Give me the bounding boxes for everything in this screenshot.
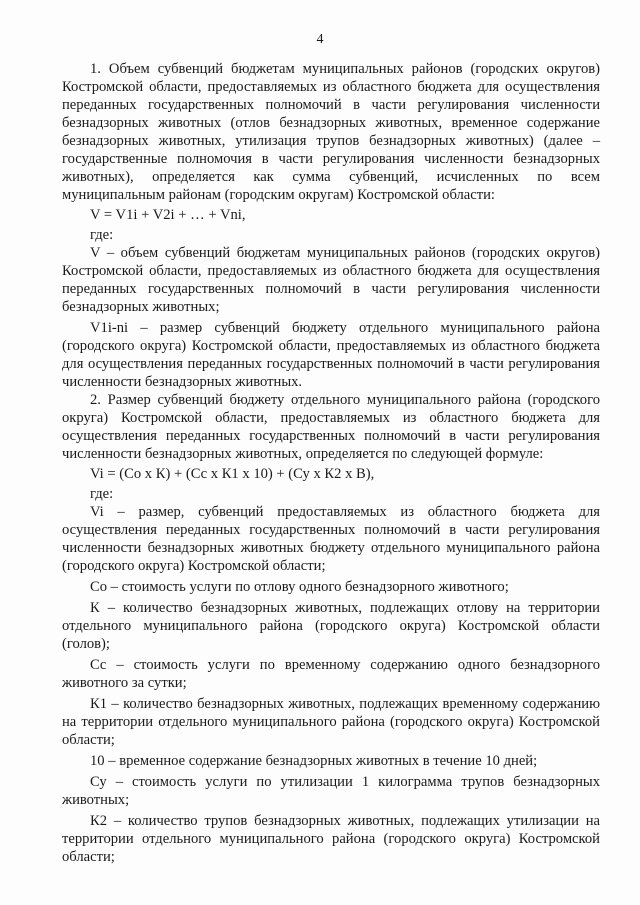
definition-cc: Сс – стоимость услуги по временному содержанию одного безнадзорного животного за сутки; <box>62 657 600 691</box>
document-body <box>62 60 600 866</box>
where-label-1: где: <box>90 227 114 243</box>
definition-k: К – количество безнадзорных животных, подлежащих отлову на территории отдельного муниципального района (городского округа) Костромской области (голов); <box>62 600 600 652</box>
definition-cy: Су – стоимость услуги по утилизации 1 килограмма трупов безнадзорных животных; <box>62 774 600 808</box>
formula-vi: Vi = (Со х К) + (Сс х К1 х 10) + (Су х К2 х В), <box>90 466 375 482</box>
definition-v: V – объем субвенций бюджетам муниципальных районов (городских округов) Костромской области, предоставляемых из областного бюджета для осуществления переданных государственных полномочий в части регулирования численности безнадзорных животных; <box>62 245 600 315</box>
paragraph-1: 1. Объем субвенций бюджетам муниципальных районов (городских округов) Костромской области, предоставляемых из областного бюджета для осуществления переданных государственных полномочий в части регулирования численности безнадзорных животных (отлов безнадзорных животных, временное содержание безнадзорных животных, утилизация трупов безнадзорных животных) (далее – государственные полномочия в части регулирования численности безнадзорных животных), определяется как сумма субвенций, исчисленных по всем муниципальным районам (городским округам) Костромской области: <box>62 61 600 203</box>
definition-co: Со – стоимость услуги по отлову одного безнадзорного животного; <box>90 579 509 595</box>
where-label-2: где: <box>90 486 114 502</box>
paragraph-2: 2. Размер субвенций бюджету отдельного муниципального района (городского округа) Костромской области, предоставляемых из областного бюджета для осуществления переданных государственных полномочий в части регулирования численности безнадзорных животных, определяется по следующей формуле: <box>62 392 600 462</box>
definition-vi: Vi – размер, субвенций предоставляемых из областного бюджета для осуществления переданных государственных полномочий в части регулирования численности безнадзорных животных бюджету отдельного муниципального района (городского округа) Костромской области; <box>62 504 600 574</box>
formula-total: V = V1i + V2i + … + Vni, <box>90 207 246 223</box>
definition-k2: К2 – количество трупов безнадзорных животных, подлежащих утилизации на территории отдельного муниципального района (городского округа) Костромской области; <box>62 813 600 865</box>
page-number: 4 <box>316 32 324 47</box>
definition-k1: К1 – количество безнадзорных животных, подлежащих временному содержанию на территории отдельного муниципального района (городского округа) Костромской области; <box>62 696 600 748</box>
definition-v1i-ni: V1i-ni – размер субвенций бюджету отдельного муниципального района (городского округа) Костромской области, предоставляемых из областного бюджета для осуществления переданных государственных полномочий в части регулирования численности безнадзорных животных. <box>62 320 600 390</box>
definition-10-days: 10 – временное содержание безнадзорных животных в течение 10 дней; <box>90 753 538 769</box>
